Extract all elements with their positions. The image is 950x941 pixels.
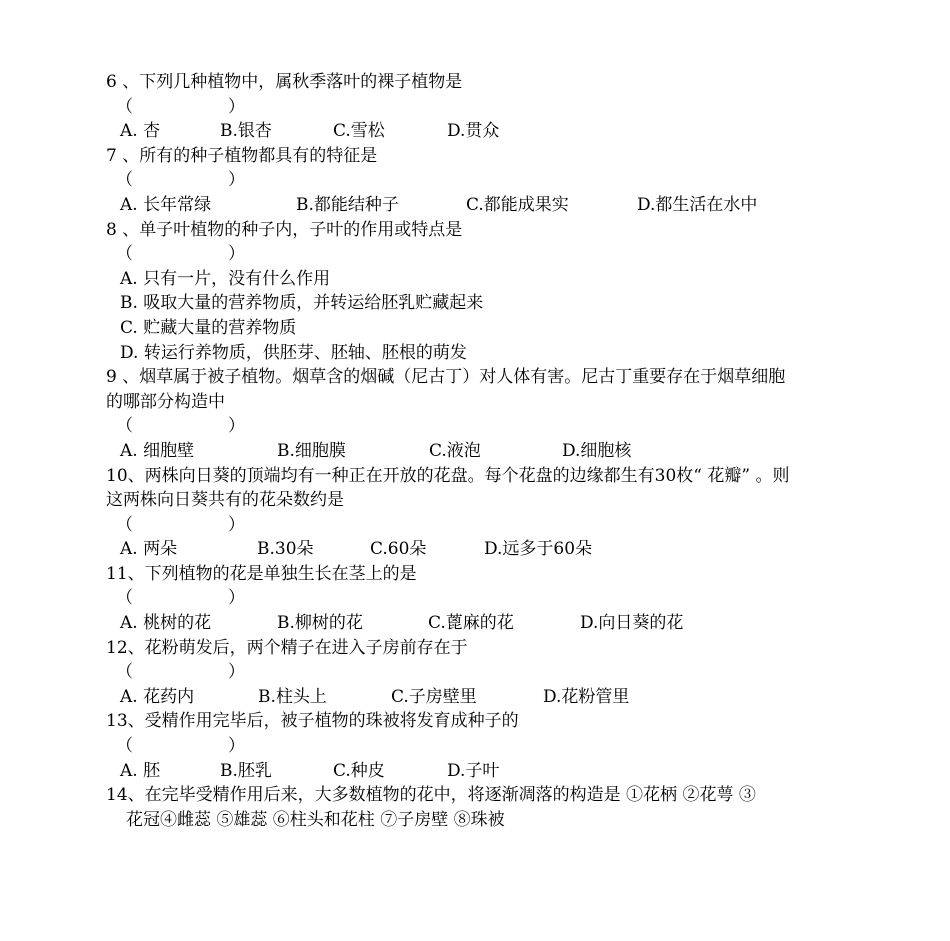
paren-open: （ [116, 416, 133, 437]
question-13-options [106, 759, 866, 784]
question-7-options [106, 193, 866, 218]
question-8-answer-blank [106, 242, 866, 267]
option-b: B.细胞膜 [277, 440, 346, 461]
question-13-stem: 13、受精作用完毕后，被子植物的珠被将发育成种子的 [106, 711, 519, 732]
question-6-answer-blank [106, 95, 866, 120]
option-d: D.贯众 [447, 121, 500, 142]
paren-open: （ [116, 588, 133, 609]
option-d: D.远多于60朵 [484, 539, 593, 560]
question-11-options [106, 611, 866, 636]
option-b: B.30朵 [257, 539, 314, 560]
paren-close: ） [228, 514, 245, 535]
option-c: C.都能成果实 [466, 194, 569, 215]
question-8-option-d: D. 转运行养物质，供胚芽、胚轴、胚根的萌发 [120, 342, 467, 363]
paren-open: （ [116, 170, 133, 191]
option-a: A. 两朵 [120, 539, 178, 560]
paren-close: ） [228, 244, 245, 265]
question-7-answer-blank [106, 168, 866, 193]
option-b: B.都能结种子 [296, 194, 399, 215]
option-d: D.花粉管里 [543, 686, 630, 707]
option-a: A. 细胞壁 [120, 440, 195, 461]
question-9-answer-blank [106, 414, 866, 439]
question-8-option-a: A. 只有一片，没有什么作用 [120, 268, 331, 289]
question-8-stem: 8 、单子叶植物的种子内，子叶的作用或特点是 [106, 219, 463, 240]
question-13-answer-blank [106, 734, 866, 759]
question-9-stem-line2: 的哪部分构造中 [106, 391, 225, 412]
option-b: B.柳树的花 [277, 613, 363, 634]
paren-open: （ [116, 244, 133, 265]
question-14-stem-line2: 花冠④雌蕊 ⑤雄蕊 ⑥柱头和花柱 ⑦子房壁 ⑧珠被 [126, 809, 505, 830]
question-8-option-c: C. 贮藏大量的营养物质 [120, 317, 297, 338]
option-b: B.银杏 [220, 121, 272, 142]
question-12-answer-blank [106, 660, 866, 685]
paren-close: ） [228, 588, 245, 609]
paren-close: ） [228, 736, 245, 757]
question-9-options [106, 439, 866, 464]
option-a: A. 花药内 [120, 686, 195, 707]
option-b: B.柱头上 [258, 686, 327, 707]
question-10-stem-line1: 10、两株向日葵的顶端均有一种正在开放的花盘。每个花盘的边缘都生有30枚“ 花瓣” 。则 [106, 465, 790, 486]
option-c: C.种皮 [333, 760, 385, 781]
option-b: B.胚乳 [220, 760, 272, 781]
question-6-stem: 6 、下列几种植物中，属秋季落叶的裸子植物是 [106, 72, 463, 92]
option-c: C.子房壁里 [391, 686, 477, 707]
paren-open: （ [116, 662, 133, 683]
paren-open: （ [116, 96, 133, 117]
question-10-answer-blank [106, 513, 866, 538]
option-d: D.子叶 [447, 760, 500, 781]
paren-close: ） [228, 416, 245, 437]
question-8-option-b: B. 吸取大量的营养物质，并转运给胚乳贮藏起来 [120, 293, 484, 314]
paren-close: ） [228, 170, 245, 191]
option-a: A. 胚 [120, 760, 161, 781]
question-7-stem: 7 、所有的种子植物都具有的特征是 [106, 145, 378, 166]
paren-open: （ [116, 736, 133, 757]
exam-page [106, 70, 866, 832]
question-14-stem-line1: 14、在完毕受精作用后来，大多数植物的花中，将逐渐凋落的构造是 ①花柄 ②花萼 ③ [106, 785, 756, 806]
question-10-options [106, 537, 866, 562]
question-9-stem-line1: 9 、烟草属于被子植物。烟草含的烟碱（尼古丁）对人体有害。尼古丁重要存在于烟草细胞 [106, 367, 786, 388]
option-a: A. 杏 [120, 121, 161, 142]
question-11-stem: 11、下列植物的花是单独生长在茎上的是 [106, 563, 417, 584]
option-c: C.液泡 [429, 440, 481, 461]
option-a: A. 桃树的花 [120, 613, 212, 634]
question-11-answer-blank [106, 586, 866, 611]
paren-close: ） [228, 96, 245, 117]
option-c: C.60朵 [370, 539, 427, 560]
option-c: C.蓖麻的花 [428, 613, 514, 634]
paren-close: ） [228, 662, 245, 683]
question-12-options [106, 685, 866, 710]
option-a: A. 长年常绿 [120, 194, 212, 215]
paren-open: （ [116, 514, 133, 535]
option-c: C.雪松 [333, 121, 385, 142]
question-6-options [106, 119, 866, 144]
option-d: D.向日葵的花 [580, 613, 684, 634]
question-10-stem-line2: 这两株向日葵共有的花朵数约是 [106, 490, 344, 511]
option-d: D.细胞核 [562, 440, 632, 461]
question-12-stem: 12、花粉萌发后，两个精子在进入子房前存在于 [106, 637, 468, 658]
option-d: D.都生活在水中 [637, 194, 758, 215]
